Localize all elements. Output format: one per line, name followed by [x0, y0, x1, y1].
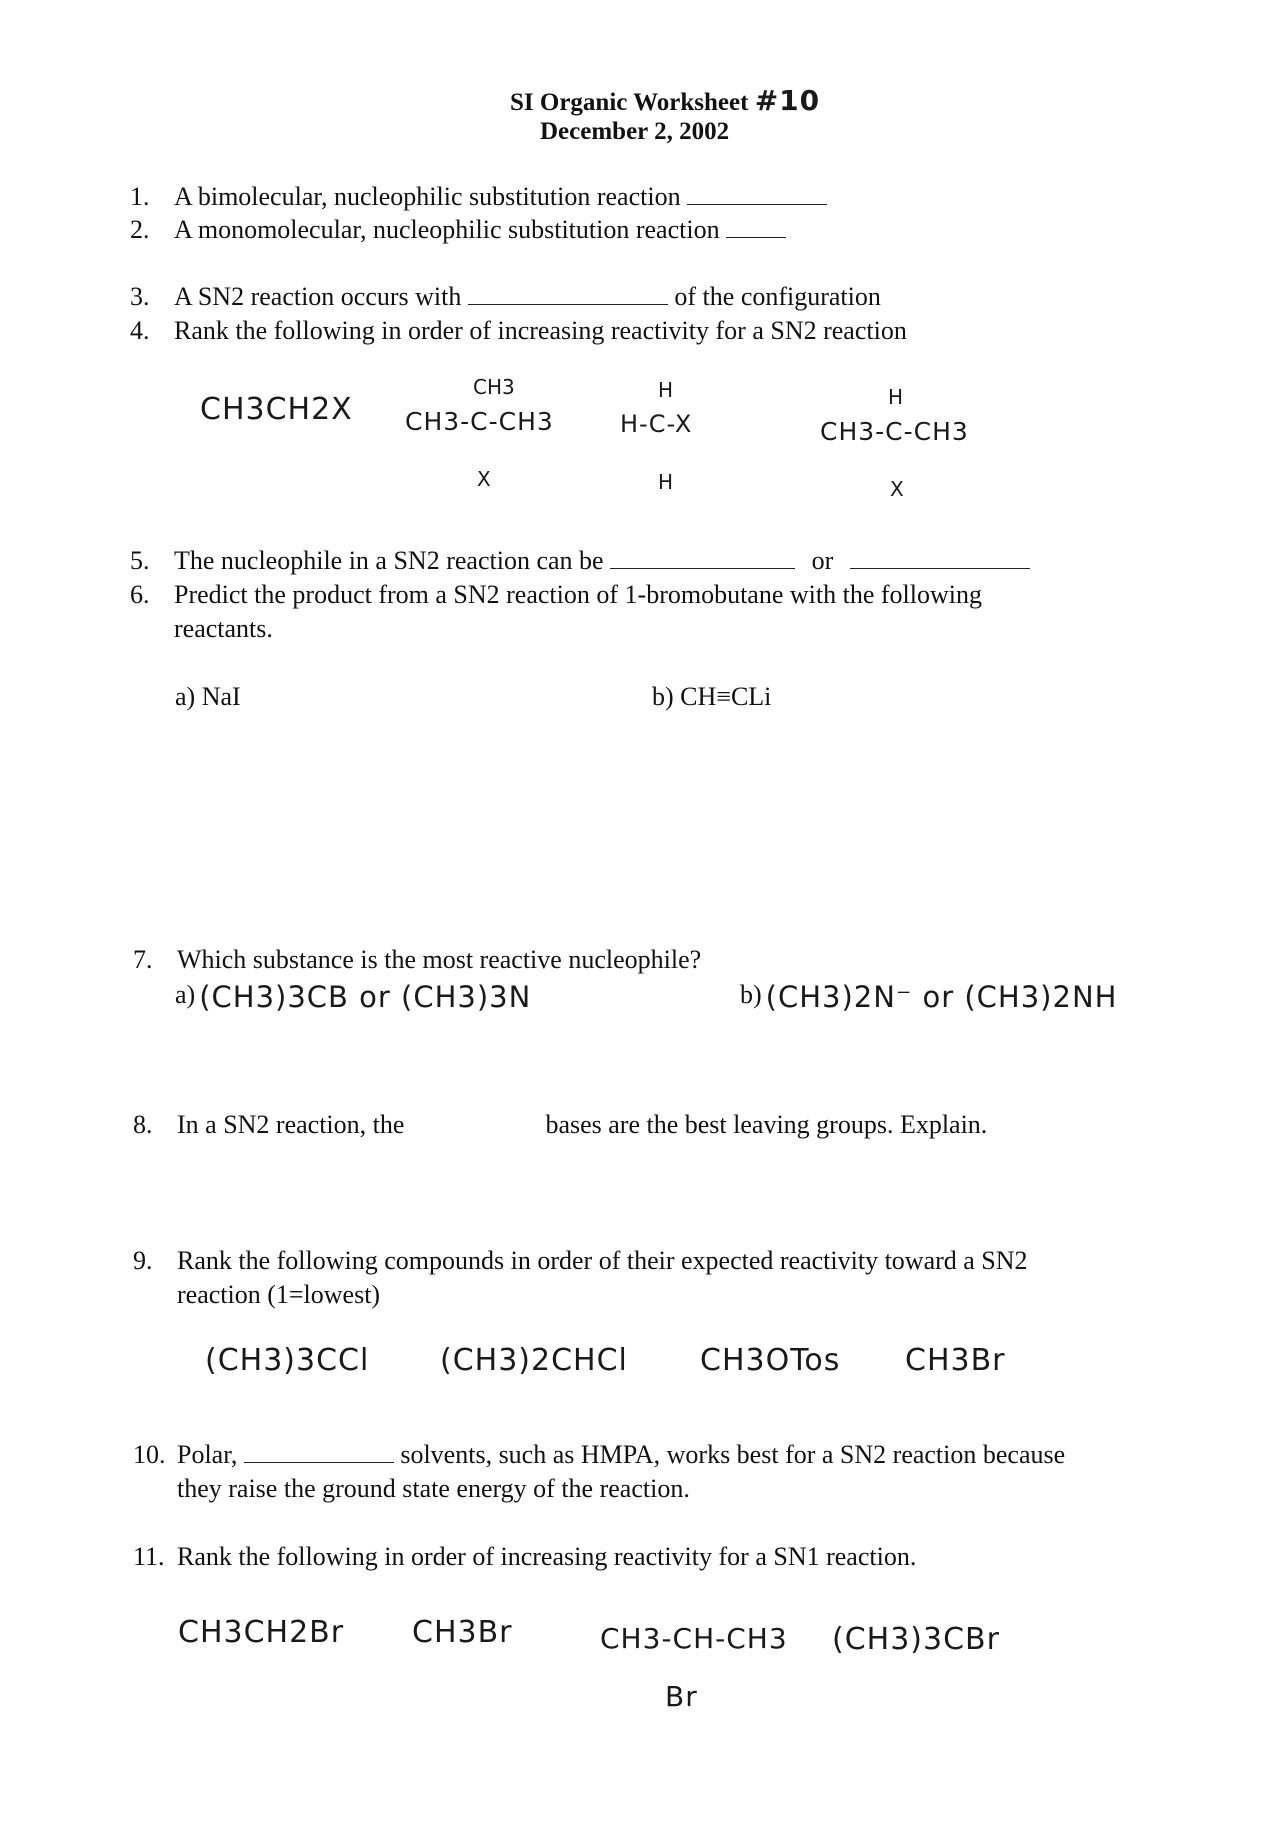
structure-tert-halide: CH3 CH3-C-CH3 X: [405, 375, 554, 491]
worksheet-date: December 2, 2002: [540, 118, 730, 145]
compound-isopropyl-bromide: CH3-CH-CH3 Br: [600, 1622, 788, 1713]
question-7b: b) (CH3)2N⁻ or (CH3)2NH: [740, 980, 1118, 1014]
compound-methyl-tosylate: CH3OTos: [700, 1343, 841, 1378]
question-1: 1. A bimolecular, nucleophilic substitution reaction: [130, 182, 827, 212]
answer-blank-10[interactable]: [244, 1440, 394, 1463]
compound-isopropyl-chloride: (CH3)2CHCl: [440, 1343, 628, 1378]
answer-blank-8[interactable]: [411, 1110, 539, 1133]
compound-tert-butyl-chloride: (CH3)3CCl: [205, 1343, 370, 1378]
answer-blank-1[interactable]: [687, 182, 827, 205]
compound-tert-butyl-bromide: (CH3)3CBr: [832, 1622, 1000, 1657]
question-5: 5. The nucleophile in a SN2 reaction can be or: [130, 546, 1030, 576]
compound-ethyl-bromide: CH3CH2Br: [178, 1615, 345, 1650]
question-6a: a) NaI: [175, 682, 241, 711]
question-6-line2: reactants.: [174, 614, 273, 643]
question-4: 4. Rank the following in order of increasing reactivity for a SN2 reaction: [130, 316, 907, 345]
question-11: 11. Rank the following in order of increasing reactivity for a SN1 reaction.: [133, 1542, 917, 1571]
compound-methyl-bromide: CH3Br: [905, 1343, 1006, 1378]
question-3: 3. A SN2 reaction occurs with of the configuration: [130, 282, 881, 311]
question-9: 9. Rank the following compounds in order of their expected reactivity toward a SN2: [133, 1246, 1028, 1275]
answer-blank-3[interactable]: [468, 282, 668, 305]
question-10: 10. Polar, solvents, such as HMPA, works best for a SN2 reaction because: [133, 1440, 1066, 1469]
question-7a: a) (CH3)3CB or (CH3)3N: [175, 980, 532, 1014]
question-7: 7. Which substance is the most reactive nucleophile?: [133, 945, 702, 974]
answer-blank-5a[interactable]: [610, 546, 795, 569]
worksheet-number: #10: [754, 84, 821, 117]
structure-methyl-halide: H H-C-X H: [620, 378, 693, 494]
question-9-line2: reaction (1=lowest): [177, 1280, 381, 1309]
question-8: 8. In a SN2 reaction, the bases are the best leaving groups. Explain.: [133, 1110, 988, 1139]
answer-blank-5b[interactable]: [850, 546, 1030, 569]
structure-sec-halide: H CH3-C-CH3 X: [820, 385, 969, 501]
structure-ethyl-halide: CH3CH2X: [200, 392, 353, 427]
question-6: 6. Predict the product from a SN2 reaction of 1-bromobutane with the following: [130, 580, 982, 609]
question-10-line2: they raise the ground state energy of the reaction.: [177, 1474, 690, 1503]
worksheet-title: SI Organic Worksheet #10: [510, 84, 821, 117]
compound-methyl-bromide-sn1: CH3Br: [412, 1615, 513, 1650]
question-6b: b) CH≡CLi: [652, 682, 772, 711]
answer-blank-2[interactable]: [726, 215, 786, 238]
question-2: 2. A monomolecular, nucleophilic substitution reaction: [130, 215, 786, 245]
